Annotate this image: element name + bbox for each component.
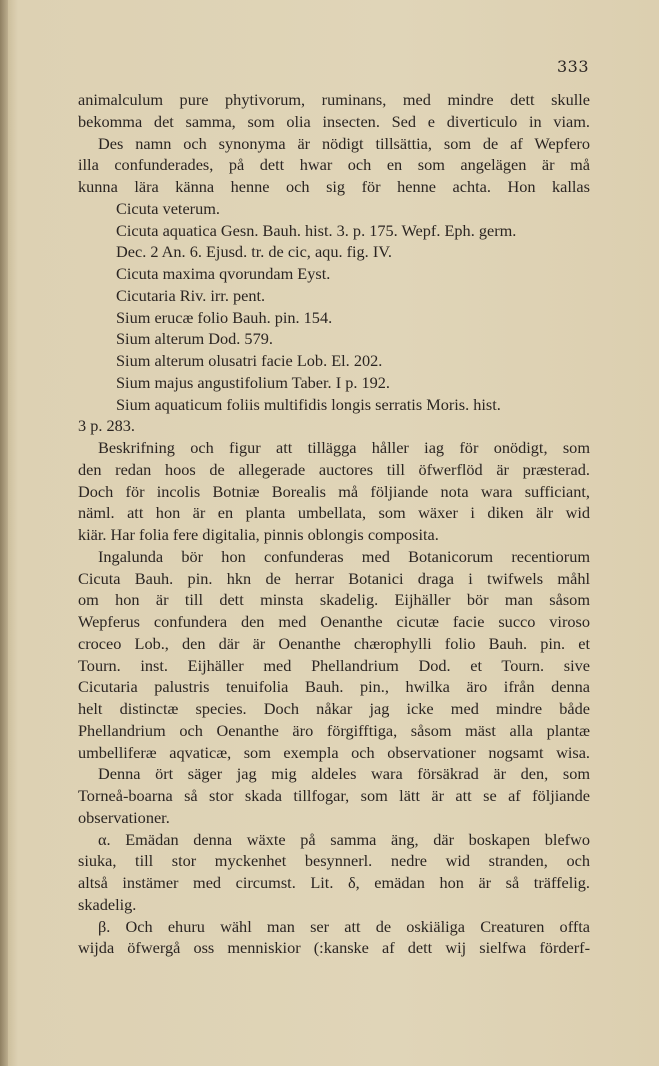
text-line: den redan hoos de allegerade auctores till öfwerflöd är præsterad. <box>78 459 590 479</box>
text-line: kiär. Har folia fere digitalia, pinnis oblongis composita. <box>78 525 439 544</box>
text-line: observationer. <box>78 807 170 827</box>
text-line: Cicutaria palustris tenuifolia Bauh. pin., hwilka äro ifrån denna <box>78 677 590 697</box>
text-line: näml. att hon är en planta umbellata, som wäxer i diken älr wid <box>78 503 590 523</box>
synonym-line: Sium alterum Dod. 579. <box>116 329 273 349</box>
text-line: Denna ört säger jag mig aldeles wara försäkrad är den, som <box>98 764 590 784</box>
text-line: umbelliferæ aqvaticæ, som exempla och observationer nogsamt wisa. <box>78 742 590 762</box>
synonym-line: Sium aquaticum foliis multifidis longis serratis Moris. hist. <box>116 394 501 414</box>
text-line: Torneå-boarna så stor skada tillfogar, som lätt är att se af följiande <box>78 786 590 805</box>
synonym-line: Cicutaria Riv. irr. pent. <box>116 285 266 305</box>
synonym-line: Cicuta veterum. <box>116 198 220 218</box>
synonym-line: Cicuta maxima qvorundam Eyst. <box>116 264 331 283</box>
text-line: kunna lära känna henne och sig för henne achta. Hon kallas <box>78 177 590 196</box>
text-line: Des namn och synonyma är nödigt tillsättia, som de af Wepfero <box>98 133 590 153</box>
synonym-line: Sium erucæ folio Bauh. pin. 154. <box>116 307 333 327</box>
text-line: om hon är till dett minsta skadelig. Eijhäller bör man såsom <box>78 590 590 610</box>
synonym-line: Sium alterum olusatri facie Lob. El. 202. <box>116 351 383 370</box>
synonym-line: Cicuta aquatica Gesn. Bauh. hist. 3. p. 175. Wepf. Eph. germ. <box>116 220 517 240</box>
text-line: skadelig. <box>78 894 137 914</box>
text-line: altså instämer med circumst. Lit. δ, emädan hon är så träffelig. <box>78 873 590 892</box>
synonym-line: Sium majus angustifolium Taber. I p. 192. <box>116 372 390 392</box>
text-line: 3 p. 283. <box>78 416 135 436</box>
text-line: Beskrifning och figur att tillägga håller iag för onödigt, som <box>98 438 590 457</box>
text-line: Phellandrium och Oenanthe äro förgifftiga, såsom mäst alla plantæ <box>78 720 590 740</box>
synonym-line: Dec. 2 An. 6. Ejusd. tr. de cic, aqu. fig. IV. <box>116 242 392 262</box>
text-line: illa confunderades, på dett hwar och en som angelägen är må <box>78 155 590 175</box>
text-line: β. Och ehuru wähl man ser att de oskiäliga Creaturen offta <box>98 916 590 936</box>
page-number: 333 <box>556 57 589 76</box>
text-line: Ingalunda bör hon confunderas med Botanicorum recentiorum <box>98 546 590 566</box>
text-line: Doch för incolis Botniæ Borealis må följiande nota wara sufficiant, <box>78 481 590 501</box>
text-line: α. Emädan denna wäxte på samma äng, där boskapen blefwo <box>98 829 590 849</box>
page-binding-edge <box>0 0 8 1066</box>
text-line: bekomma det samma, som olia insecten. Sed e diverticulo in viam. <box>78 111 590 131</box>
text-line: croceo Lob., den där är Oenanthe chærophylli folio Bauh. pin. et <box>78 633 590 653</box>
text-line: Tourn. inst. Eijhäller med Phellandrium Dod. et Tourn. sive <box>78 655 590 675</box>
text-line: Cicuta Bauh. pin. hkn de herrar Botanici draga i twifwels måhl <box>78 568 590 588</box>
text-line: animalculum pure phytivorum, ruminans, med mindre dett skulle <box>78 90 590 109</box>
text-line: siuka, till stor myckenhet besynnerl. nedre wid stranden, och <box>78 851 590 871</box>
body-text <box>78 89 590 959</box>
text-line: wijda öfwergå oss menniskior (:kanske af dett wij sielfwa förderf- <box>78 938 590 958</box>
text-line: helt distinctæ species. Doch nåkar jag icke med mindre både <box>78 699 590 718</box>
text-line: Wepferus confundera den med Oenanthe cicutæ facie succo viroso <box>78 612 590 631</box>
